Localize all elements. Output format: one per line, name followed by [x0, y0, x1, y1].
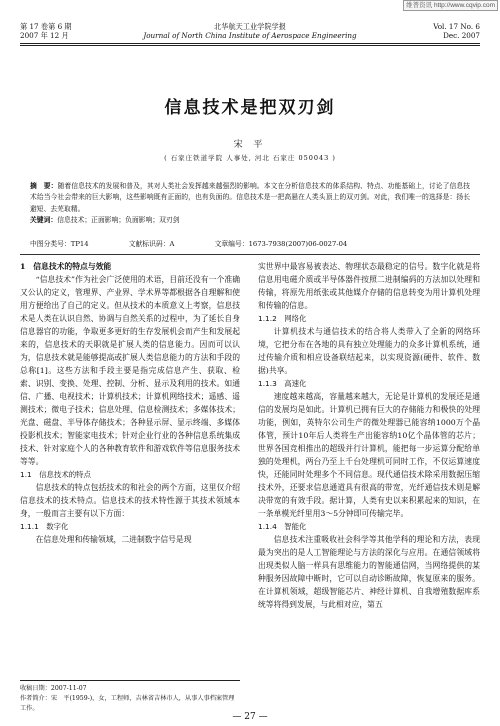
paragraph: 速度越来越高，容量越来越大，无论是计算机的发展还是通信的发展均是如此。计算机已拥有巨大的存储能力和极快的处理功能，例如，英特尔公司生产的微处理器已能容纳1000万个晶体管，预计10年后人类将生产出能容纳10亿个晶体管的芯片；世界各国竞相推出的超级并行计算机，能把每一步运算分配给单独的处理机，两台乃至上千台处理机可同时工作，不仅运算速度快，还能同时处理多个不同信息。现代通信技术除采用数据压缩技术外，还要求信息通道具有很高的带宽，光纤通信技术则是解决带宽的有效手段。据计算，人类有史以来积累起来的知识，在一条单模光纤里用3～5分钟即可传输完毕。: [258, 392, 480, 518]
journal-name-en: Journal of North China Institute of Aerospace Engineering: [143, 31, 357, 40]
section-heading-1: 1 信息技术的特点与效能: [20, 262, 112, 271]
received-date: 收稿日期：2007-11-07: [20, 685, 87, 692]
subsection-heading-1-1-3: 1.1.3 高速化: [258, 379, 307, 388]
clc-number: 中图分类号：TP14: [30, 240, 89, 248]
article-title: 信息技术是把双刃剑: [164, 98, 336, 118]
journal-name-cn: 北华航天工业学院学报: [214, 22, 286, 31]
header-center: [0, 22, 500, 40]
author-bio: 作者简介：宋 平(1959-)，女，工程师，吉林省吉林市人，从事人事档案管理工作。: [20, 695, 235, 712]
affiliation: ( 石家庄铁道学院 人事处, 河北 石家庄 050043 ): [164, 154, 336, 162]
paragraph: 计算机技术与通信技术的结合将人类带入了全新的网络环境，它把分布在各地的具有独立处理能力的众多计算机系统，通过传输介质和相应设备联结起来，以实现资源(硬件、软件、数据)共享。: [258, 327, 480, 375]
header-rule-2: [20, 45, 480, 46]
abstract-label: 摘 要：: [30, 182, 58, 190]
author: 宋 平: [233, 140, 267, 150]
right-column: [258, 260, 480, 611]
paragraph: 在信息处理和传输领域，二进制数字信号是现: [35, 535, 192, 544]
keywords: 信息技术；正面影响；负面影响；双刃剑: [57, 215, 180, 224]
volume-cn: 第 17 卷第 6 期: [20, 22, 72, 31]
paragraph: 信息技术注重吸收社会科学等其他学科的理论和方法，表现最为突出的是人工智能理论与方法的深化与应用。在通信领域将出现类似人脑一样具有思维能力的智能通信网，当网络提供的某种服务因故障中断时，它可以自动诊断故障，恢复原来的服务。在计算机领域，超级智能芯片、神经计算机、自我增殖数据库系统等将得到发展，与此相对应，第五: [258, 535, 480, 609]
document-code: 文献标识码：A: [128, 240, 175, 248]
left-column: [20, 260, 240, 546]
volume-en: Vol. 17 No. 6: [433, 22, 480, 31]
paragraph: “信息技术”作为社会广泛使用的术语，目前还没有一个准确又公认的定义，管理界、产业界、学术界等都根据各自理解和使用方便给出了自己的定义。但从技术的本质意义上考察，信息技术是人类在认识自然、协调与自然关系的过程中，为了延长自身信息器官的功能，争取更多更好的生存发展机会而产生和发展起来的，信息技术的天职就是扩展人类的信息能力。因而可以认为，信息技术就是能够提高或扩展人类信息能力的方法和手段的总称[1]。这些方法和手段主要是指完成信息产生、获取、检索、识别、变换、处理、控制、分析、显示及利用的技术。如通信、广播、电视技术；计算机技术；计算机网络技术；遥感、遥测技术；微电子技术；信息处理、信息检测技术；多媒体技术；光盘、磁盘、半导体存储技术；各种显示屏、显示终端、多媒体投影机技术；智能家电技术；针对企业行业的各种信息系统集成技术、针对家庭个人的各种教育软件和游戏软件等信息服务技术等等。: [20, 275, 240, 466]
paragraph: 信息技术的特点包括技术的和社会的两个方面，这里仅介绍信息技术的技术特点。信息技术的技术特性源于其技术领域本身，一般而言主要有以下方面：: [20, 483, 240, 518]
abstract-rule: [20, 254, 480, 255]
subsection-heading-1-1: 1.1 信息技术的特点: [20, 470, 91, 479]
article-number: 文章编号：1673-7938(2007)06-0027-04: [214, 240, 348, 248]
footnotes: [20, 680, 240, 714]
subsection-heading-1-1-4: 1.1.4 智能化: [258, 522, 307, 531]
subsection-heading-1-1-1: 1.1.1 数字化: [20, 522, 69, 531]
classification-line: [30, 238, 385, 248]
abstract-text: 随着信息技术的发展和普及，其对人类社会发挥越来越强烈的影响。本文在分析信息技术的体系结构、特点、功能基础上，讨论了信息技术给当今社会带来的巨大影响，这些影响既有正面的，也有负面的。信息技术是一把高悬在人类头顶上的双刃剑。对此，我们唯一的选择是：扬长避短、去芜取精。: [30, 182, 471, 213]
page-number: — 27 —: [232, 712, 268, 722]
header-right: [433, 22, 480, 40]
paragraph: 实世界中最容易被表达、物理状态最稳定的信号。数字化就是将信息用电磁介质或半导体器件按照二进制编码的方法加以处理和传输，将原先用纸张或其他媒介存储的信息转变为用计算机处理和传输的信息。: [258, 262, 480, 310]
watermark: 维普资讯 http://www.cqvip.com: [403, 0, 498, 11]
keywords-label: 关键词：: [30, 215, 58, 224]
date-en: Dec. 2007: [443, 31, 480, 40]
header-rule: [20, 43, 480, 44]
date-cn: 2007 年 12 月: [20, 31, 69, 40]
subsection-heading-1-1-2: 1.1.2 网络化: [258, 314, 307, 323]
abstract: [30, 181, 470, 226]
